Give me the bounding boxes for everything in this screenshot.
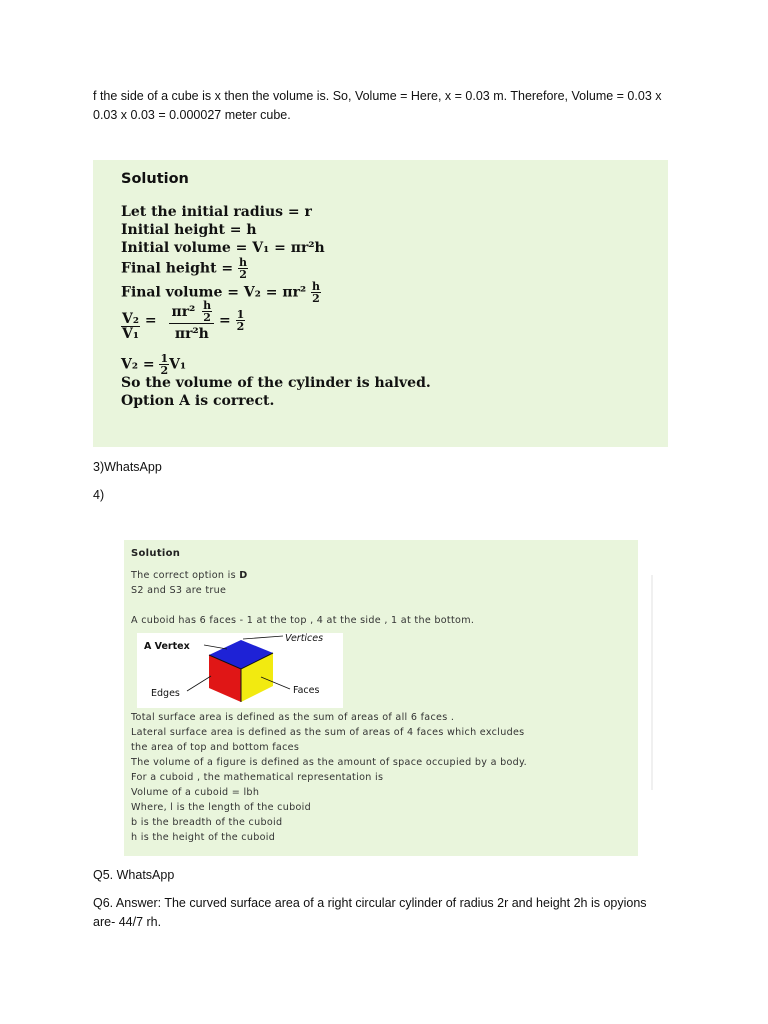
explanation-line: The volume of a figure is defined as the amount of space occupied by a body. <box>131 757 528 768</box>
radius-line: Let the initial radius = r <box>121 204 312 220</box>
intro-line-1: f the side of a cube is x then the volume is. So, Volume = Here, x = 0.03 m. Therefore, Volume = 0.03 x <box>93 89 662 103</box>
cube-diagram-svg <box>137 633 343 708</box>
explanation-line: Lateral surface area is defined as the sum of areas of 4 faces which excludes <box>131 727 525 738</box>
fraction-denominator: 2 <box>236 320 245 333</box>
fraction-numerator: V₂ <box>122 311 139 327</box>
intro-paragraph <box>93 87 662 125</box>
fraction-denominator: 2 <box>203 311 211 324</box>
q6-paragraph <box>93 894 647 932</box>
explanation-line: the area of top and bottom faces <box>131 742 300 753</box>
equals-sign: = <box>144 312 157 329</box>
faces-line: A cuboid has 6 faces - 1 at the top , 4 at the side , 1 at the bottom. <box>131 615 475 626</box>
item-4: 4) <box>93 488 105 502</box>
fraction-denominator: 2 <box>312 292 320 305</box>
solution-image-cuboid <box>124 540 638 856</box>
height-line: Initial height = h <box>121 222 257 238</box>
solution-title: Solution <box>121 171 189 187</box>
cube-diagram <box>137 633 343 708</box>
fraction-numerator <box>169 300 214 324</box>
faces-label: Faces <box>293 685 320 696</box>
equals-sign: = <box>219 312 231 329</box>
vertices-label: Vertices <box>285 633 324 644</box>
v2-equals-label: V₂ = <box>121 356 155 373</box>
h-over-2-fraction <box>238 257 248 280</box>
v2-result-line <box>121 353 186 376</box>
v2-over-v1-fraction <box>121 312 140 341</box>
one-half-fraction <box>236 309 246 332</box>
vertex-pointer <box>204 645 227 649</box>
edges-label: Edges <box>151 688 180 699</box>
fraction-numerator: h <box>239 256 248 269</box>
edges-pointer <box>187 676 211 691</box>
item-3: 3)WhatsApp <box>93 460 162 474</box>
volume-ratio-fraction <box>169 300 214 341</box>
correct-option-value: D <box>239 570 248 581</box>
fraction-numerator: 1 <box>236 308 245 321</box>
correct-option-line <box>131 570 248 581</box>
final-volume-label: Final volume = V₂ = πr² <box>121 284 307 301</box>
pi-r-squared: πr² <box>171 303 196 320</box>
fraction-denominator: V₁ <box>122 326 139 342</box>
true-statements-line: S2 and S3 are true <box>131 585 227 596</box>
correct-option-label: The correct option is <box>131 570 240 581</box>
one-half-fraction <box>159 353 169 376</box>
q6-line-2: are- 44/7 rh. <box>93 915 162 929</box>
q5-line: Q5. WhatsApp <box>93 868 175 882</box>
explanation-line: Volume of a cuboid = lbh <box>131 787 260 798</box>
fraction-numerator: h <box>203 299 212 312</box>
solution-title: Solution <box>131 548 181 559</box>
v1-symbol: V₁ <box>169 356 187 373</box>
intro-line-2: 0.03 x 0.03 = 0.000027 meter cube. <box>93 108 291 122</box>
final-height-label: Final height = <box>121 260 234 277</box>
final-height-line <box>121 257 248 280</box>
explanation-line: Where, l is the length of the cuboid <box>131 802 312 813</box>
fraction-denominator: 2 <box>160 364 169 377</box>
h-over-2-fraction <box>201 300 213 323</box>
faint-divider <box>651 575 653 790</box>
explanation-line: Total surface area is defined as the sum of areas of all 6 faces . <box>131 712 455 723</box>
fraction-numerator: 1 <box>160 352 169 365</box>
vertices-pointer <box>243 636 283 639</box>
initial-volume-line: Initial volume = V₁ = πr²h <box>121 240 325 256</box>
ratio-line <box>121 300 245 341</box>
fraction-denominator: 2 <box>239 268 247 281</box>
q6-line-1: Q6. Answer: The curved surface area of a right circular cylinder of radius 2r and height 2h is opyions <box>93 896 647 910</box>
h-over-2-fraction <box>311 281 321 304</box>
fraction-denominator: πr²h <box>174 326 209 342</box>
answer-line: Option A is correct. <box>121 393 275 409</box>
explanation-line: b is the breadth of the cuboid <box>131 817 283 828</box>
explanation-line: For a cuboid , the mathematical representation is <box>131 772 384 783</box>
fraction-numerator: h <box>311 280 320 293</box>
explanation-line: h is the height of the cuboid <box>131 832 276 843</box>
vertex-label: A Vertex <box>144 641 190 652</box>
conclusion-line: So the volume of the cylinder is halved. <box>121 375 431 391</box>
solution-image-cylinder <box>93 160 668 447</box>
